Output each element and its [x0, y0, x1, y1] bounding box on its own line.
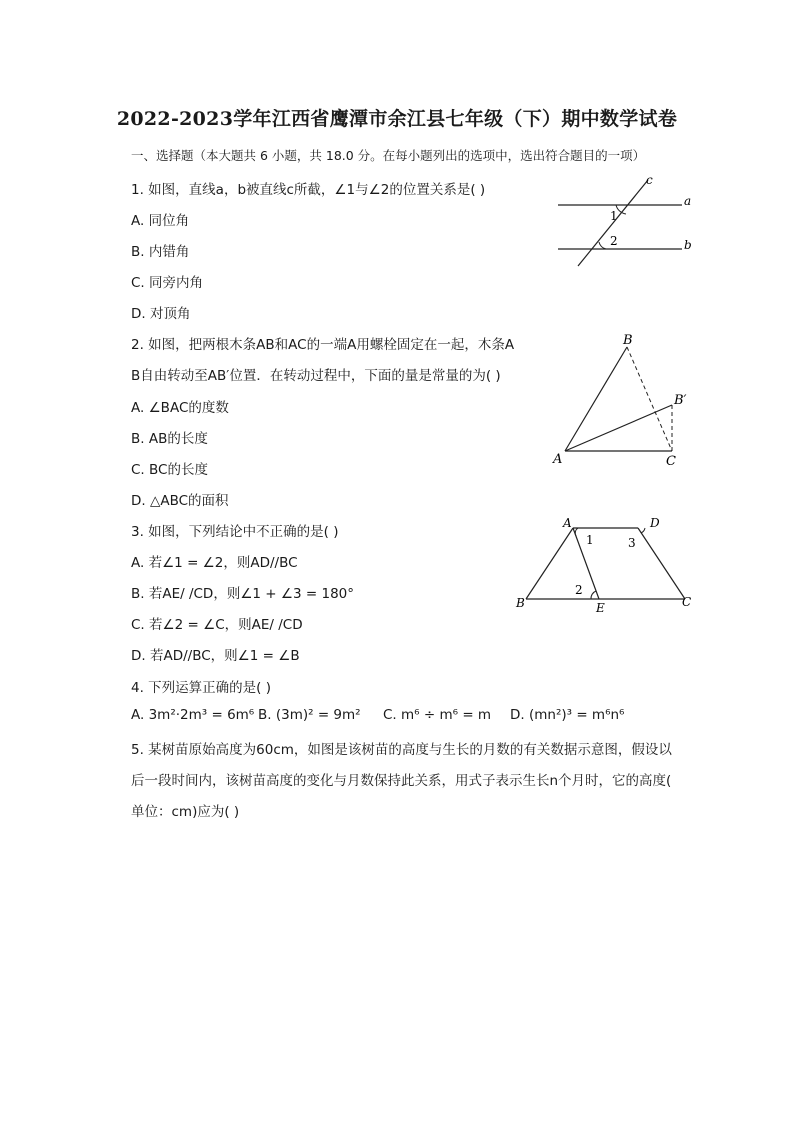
- segment-bc-dashed: [627, 347, 672, 451]
- label-angle-2: 2: [575, 583, 583, 597]
- angle-1-arc: [575, 528, 578, 536]
- angle-3-arc: [641, 528, 645, 533]
- label-e: E: [596, 601, 605, 615]
- segment-ab: [565, 347, 627, 451]
- question-3-option-a: A. 若∠1 = ∠2，则AD//BC: [131, 555, 298, 571]
- question-1-option-d: D. 对顶角: [131, 306, 191, 322]
- section-heading: 一、选择题（本大题共 6 小题，共 18.0 分。在每小题列出的选项中，选出符合题目的一项）: [131, 148, 646, 163]
- label-angle-2: 2: [610, 234, 618, 248]
- question-4-option-c: C. m⁶ ÷ m⁶ = m: [383, 707, 492, 723]
- label-a: A: [563, 516, 572, 530]
- label-b-prime: B′: [674, 393, 687, 408]
- label-b: B: [623, 333, 633, 348]
- question-1-stem: 1. 如图，直线a，b被直线c所截，∠1与∠2的位置关系是( ): [131, 182, 486, 198]
- question-2-stem-line1: 2. 如图，把两根木条AB和AC的一端A用螺栓固定在一起，木条A: [131, 337, 515, 353]
- question-1-option-a: A. 同位角: [131, 213, 190, 229]
- label-c: C: [666, 454, 676, 469]
- label-c: c: [646, 173, 653, 187]
- segment-dc: [638, 528, 685, 599]
- question-2-option-b: B. AB的长度: [131, 431, 208, 447]
- label-angle-1: 1: [586, 533, 594, 547]
- label-d: D: [650, 516, 660, 530]
- question-1-option-c: C. 同旁内角: [131, 275, 204, 291]
- question-5-line3: 单位：cm)应为( ): [131, 804, 240, 820]
- label-a: A: [553, 452, 563, 467]
- question-5-line1: 5. 某树苗原始高度为60cm，如图是该树苗的高度与生长的月数的有关数据示意图，假设以: [131, 742, 672, 758]
- label-c: C: [682, 595, 692, 609]
- question-2-option-c: C. BC的长度: [131, 462, 208, 478]
- question-2-stem-line2: B自由转动至AB′位置．在转动过程中，下面的量是常量的为( ): [131, 368, 501, 384]
- label-b: b: [684, 238, 692, 252]
- label-a: a: [684, 194, 692, 208]
- question-5-line2: 后一段时间内，该树苗高度的变化与月数保持此关系，用式子表示生长n个月时，它的高度(: [131, 773, 672, 789]
- question-4-option-b: B. (3m)² = 9m²: [258, 707, 361, 723]
- label-b: B: [516, 596, 525, 610]
- angle-2-arc: [591, 591, 596, 599]
- question-4-option-a: A. 3m²·2m³ = 6m⁶: [131, 707, 255, 723]
- question-3-option-c: C. 若∠2 = ∠C，则AE/ /CD: [131, 617, 303, 633]
- label-angle-1: 1: [610, 209, 618, 223]
- segment-ab-prime: [565, 405, 672, 451]
- question-4-stem: 4. 下列运算正确的是( ): [131, 680, 271, 696]
- line-c: [578, 180, 648, 266]
- question-3-option-d: D. 若AD//BC，则∠1 = ∠B: [131, 648, 300, 664]
- question-2-option-a: A. ∠BAC的度数: [131, 400, 229, 416]
- question-3-stem: 3. 如图，下列结论中不正确的是( ): [131, 524, 339, 540]
- question-2-option-d: D. △ABC的面积: [131, 493, 229, 509]
- question-1-figure: [550, 170, 700, 270]
- question-3-option-b: B. 若AE/ /CD，则∠1 + ∠3 = 180°: [131, 586, 355, 602]
- segment-ab: [526, 528, 573, 599]
- angle-2-arc: [599, 242, 606, 249]
- question-2-figure: [545, 330, 705, 475]
- question-1-option-b: B. 内错角: [131, 244, 190, 260]
- question-4-option-d: D. (mn²)³ = m⁶n⁶: [510, 707, 625, 723]
- question-3-figure: [510, 512, 700, 617]
- label-angle-3: 3: [628, 536, 636, 550]
- page-title: 2022-2023学年江西省鹰潭市余江县七年级（下）期中数学试卷: [116, 108, 678, 130]
